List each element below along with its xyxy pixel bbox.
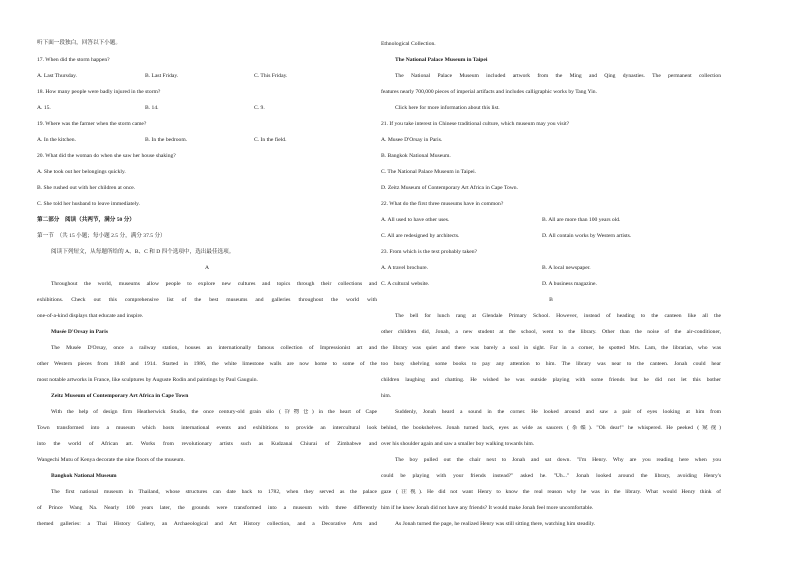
- q19-option-b: B. In the bedroom.: [145, 137, 188, 143]
- bangkok-paragraph-line: The first national museum in Thailand, whose structures can date back to 1782, when they served as the palace: [51, 489, 377, 495]
- bangkok-heading: Bangkok National Museum: [51, 473, 117, 479]
- orsay-paragraph-line: The Musée D'Orsay, once a railway station, houses an internationally famous collection of Impressionist art and: [51, 345, 377, 351]
- q23-option-d: D. A business magazine.: [542, 281, 597, 287]
- orsay-paragraph-line: most notable artworks in France, like sculptures by Auguste Rodin and paintings by Paul Gauguin.: [37, 377, 258, 383]
- zeitz-paragraph-line: Town transformed into a museum which hosts international events and exhibitions to provide an intercultural look: [37, 425, 377, 431]
- q23-option-b: B. A local newspaper.: [542, 265, 591, 271]
- bangkok-continuation: Ethnological Collection.: [381, 41, 436, 47]
- section-1-heading: 第一节 （共 15 小题；每小题 2.5 分，满分 37.5 分）: [37, 233, 166, 239]
- q22-option-b: B. All are more than 100 years old.: [542, 217, 621, 223]
- question-22: 22. What do the first three museums have in common?: [381, 201, 504, 207]
- zeitz-paragraph-line: into the world of African art. Works from revolutionary artists such as Kudzanai Chiurai of Zimbabwe and: [37, 441, 377, 447]
- bangkok-paragraph-line: of Prince Wang Na. Nearly 100 years later, the grounds were transformed into a museum with three differently: [37, 505, 377, 511]
- listening-section-intro: 听下面一段独白，回答以下小题。: [37, 40, 121, 46]
- taipei-heading: The National Palace Museum in Taipei: [395, 57, 488, 63]
- q20-option-b: B. She rushed out with her children at once.: [37, 185, 136, 191]
- q17-option-b: B. Last Friday.: [145, 73, 179, 79]
- q19-option-c: C. In the field.: [254, 137, 287, 143]
- more-info-link: Click here for more information about this list.: [395, 105, 500, 111]
- zeitz-paragraph-line: Wangechi Mutu of Kenya decorate the nine floors of the museum.: [37, 457, 185, 463]
- passage-b-paragraph-line: children laughing and chatting. He wished he was outside playing with some friends but he did not let this bother: [381, 377, 721, 383]
- passage-b-label: B: [549, 297, 553, 303]
- passage-b-paragraph-line: the library was quiet and there was barely a soul in sight. Far in a corner, he spotted Mrs. Lam, the librarian, who was: [381, 345, 721, 351]
- orsay-heading: Musée D'Orsay in Paris: [51, 329, 109, 335]
- q23-option-c: C. A cultural website.: [381, 281, 430, 287]
- question-23: 23. From which is the text probably taken?: [381, 249, 478, 255]
- q20-option-c: C. She told her husband to leave immediately.: [37, 201, 140, 207]
- intro-paragraph-line: one-of-a-kind displays that educate and inspire.: [37, 313, 144, 319]
- q21-option-d: D. Zeitz Museum of Contemporary Art Africa in Cape Town.: [381, 185, 518, 191]
- orsay-paragraph-line: other Western pieces from 1848 and 1914. Started in 1986, the white limestone walls are now home to some of the: [37, 361, 377, 367]
- q20-option-a: A. She took out her belongings quickly.: [37, 169, 126, 175]
- question-19: 19. Where was the farmer when the storm came?: [37, 121, 147, 127]
- intro-paragraph-line: exhibitions. Check out this comprehensive list of the best museums and galleries throughout the world with: [37, 297, 377, 303]
- q18-option-a: A. 15.: [37, 105, 51, 111]
- passage-b-paragraph-line: other children did, Jonah, a new student at the school, went to the library. Other than the noise of the air-conditioner,: [381, 329, 721, 335]
- passage-b-paragraph-line: gaze (注视). He did not want Henry to know the real reason why he was in the library. What would Henry think of: [381, 489, 721, 495]
- q17-option-c: C. This Friday.: [254, 73, 288, 79]
- q22-option-a: A. All used to have other uses.: [381, 217, 450, 223]
- passage-b-paragraph-line: over his shoulder again and saw a smaller boy walking towards him.: [381, 441, 535, 447]
- passage-b-paragraph-line: The boy pulled out the chair next to Jonah and sat down. "I'm Henry. Why are you reading here when you: [395, 457, 721, 463]
- passage-b-paragraph-line: could be playing with your friends instead?" asked he. "Uh..." Jonah looked around the library, avoiding Henry's: [381, 473, 721, 479]
- passage-b-paragraph-line: him if he knew Jonah did not have any friends? It would make Jonah feel more uncomfortable.: [381, 505, 594, 511]
- passage-b-paragraph-line: As Jonah turned the page, he realized Henry was still sitting there, watching him steadily.: [395, 521, 596, 527]
- passage-b-paragraph-line: The bell for lunch rang at Glendale Primary School. However, instead of heading to the canteen like all the: [395, 313, 721, 319]
- intro-paragraph-line: Throughout the world, museums allow people to explore new cultures and topics through their collections and: [51, 281, 377, 287]
- q22-option-c: C. All are redesigned by architects.: [381, 233, 460, 239]
- question-20: 20. What did the woman do when she saw her house shaking?: [37, 153, 176, 159]
- q17-option-a: A. Last Thursday.: [37, 73, 77, 79]
- q23-option-a: A. A travel brochure.: [381, 265, 429, 271]
- passage-a-label: A: [204, 265, 210, 271]
- q22-option-d: D. All contain works by Western artists.: [542, 233, 632, 239]
- reading-instruction: 阅读下列短文，从每题所给的 A、B、C 和 D 四个选项中，选出最佳选项。: [51, 249, 235, 255]
- taipei-paragraph-line: The National Palace Museum included artwork from the Ming and Qing dynasties. The permanent collection: [395, 73, 721, 79]
- question-17: 17. When did the storm happen?: [37, 57, 110, 63]
- taipei-paragraph-line: features nearly 700,000 pieces of imperial artifacts and includes calligraphic works by Tang Yin.: [381, 89, 597, 95]
- zeitz-paragraph-line: With the help of design firm Heatherwick Studio, the once century-old grain silo (谷物仓) in the heart of Cape: [51, 409, 377, 415]
- question-21: 21. If you take interest in Chinese traditional culture, which museum may you visit?: [381, 121, 570, 127]
- question-18: 18. How many people were badly injured in the storm?: [37, 89, 161, 95]
- passage-b-paragraph-line: too busy shelving some books to pay any attention to him. The library was near to the canteen. Jonah could hear: [381, 361, 721, 367]
- passage-b-paragraph-line: Suddenly, Jonah heard a sound in the corner. He looked around and saw a pair of eyes looking at him from: [395, 409, 721, 415]
- q18-option-c: C. 9.: [254, 105, 265, 111]
- passage-b-paragraph-line: him.: [381, 393, 392, 399]
- passage-b-paragraph-line: behind, the bookshelves. Jonah turned back, eyes as wide as saucers (茶碟). "Oh dear!" he whispered. He peeked (窥视): [381, 425, 721, 431]
- q21-option-c: C. The National Palace Museum in Taipei.: [381, 169, 477, 175]
- q21-option-a: A. Musee D'Orsay in Paris.: [381, 137, 443, 143]
- part-2-heading: 第二部分 阅读（共两节，满分 50 分）: [37, 217, 135, 223]
- zeitz-heading: Zeitz Museum of Contemporary Art Africa in Cape Town: [51, 393, 189, 399]
- q18-option-b: B. 14.: [145, 105, 159, 111]
- q21-option-b: B. Bangkok National Museum.: [381, 153, 451, 159]
- bangkok-paragraph-line: themed galleries: a Thai History Gallery, an Archaeological and Art History collection, and a Decorative Arts and: [37, 521, 377, 527]
- q19-option-a: A. In the kitchen.: [37, 137, 76, 143]
